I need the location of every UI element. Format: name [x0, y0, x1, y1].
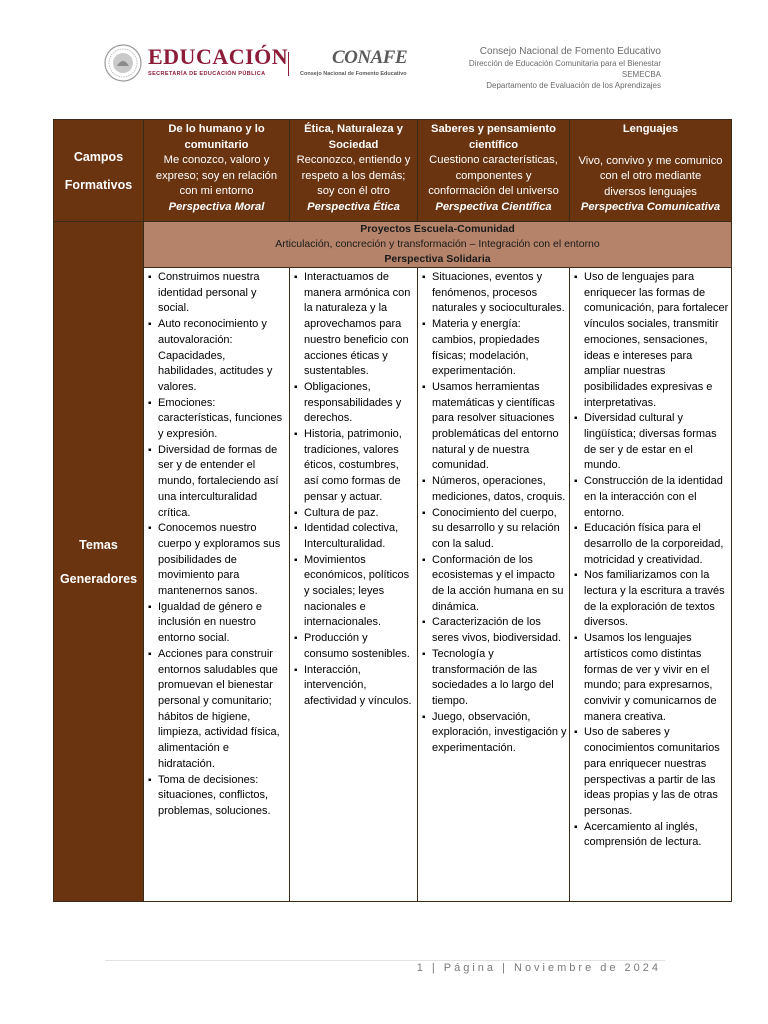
conafe-logo: CONAFE: [332, 47, 408, 68]
column-title: De lo humano y lo: [168, 123, 265, 135]
header-line: Dirección de Educación Comunitaria para el Bienestar: [468, 59, 661, 68]
topic-item: ▪ Conocemos nuestro cuerpo y exploramos sus posibilidades de movimiento para mantenernos sanos.: [148, 521, 287, 600]
header-institution-info: [469, 45, 661, 91]
projects-row: [54, 222, 732, 268]
topic-item: ▪ Historia, patrimonio, tradiciones, valores éticos, costumbres, así como formas de pensar y actuar.: [294, 427, 415, 506]
topic-item: ▪ Interacción, intervención, afectividad y vínculos.: [294, 663, 415, 710]
column-header-humano: [144, 120, 290, 222]
side-label-line: Campos: [73, 149, 124, 164]
column-title: comunitario: [184, 138, 249, 151]
topic-item: ▪ Conformación de los ecosistemas y el impacto de la acción humana en su dinámica.: [422, 553, 567, 616]
column-perspective: Perspectiva Comunicativa: [580, 201, 721, 213]
topic-item: ▪ Emociones: características, funciones y expresión.: [148, 396, 287, 443]
topic-item: ▪ Diversidad cultural y lingüística; diversas formas de ser y de estar en el mundo.: [574, 411, 729, 474]
projects-subtitle: Articulación, concreción y transformación – Integración con el entorno: [275, 238, 600, 250]
column-header-etica: [290, 120, 418, 222]
topic-list: [290, 268, 417, 712]
education-brand: EDUCACIÓN: [148, 44, 289, 69]
column-title: Sociedad: [328, 138, 379, 151]
topic-item: ▪ Uso de lenguajes para enriquecer las formas de comunicación, para fortalecer vínculos sociales, transmitir emociones, sensaciones, ideas e intereses para ampliar nuestras posibilidades expresivas e interpretativas.: [574, 270, 729, 411]
header-divider: [288, 52, 289, 76]
topic-item: ▪ Educación física para el desarrollo de la corporeidad, motricidad y creatividad.: [574, 521, 729, 568]
column-desc: con mi entorno: [179, 185, 254, 197]
topic-item: ▪ Cultura de paz.: [294, 506, 415, 522]
header-line: SEMECBA: [621, 70, 661, 79]
topic-item: ▪ Acciones para construir entornos saludables que promuevan el bienestar personal y comunitario; hábitos de higiene, limpieza, actividad física, alimentación e hidratación.: [148, 647, 287, 773]
education-brand-subtitle: SECRETARÍA DE EDUCACIÓN PÚBLICA: [148, 71, 266, 77]
header-line: Consejo Nacional de Fomento Educativo: [479, 46, 661, 57]
topic-item: ▪ Igualdad de género e inclusión en nuestro entorno social.: [148, 600, 287, 647]
topic-item: ▪ Tecnología y transformación de las sociedades a lo largo del tiempo.: [422, 647, 567, 710]
topic-item: ▪ Diversidad de formas de ser y de entender el mundo, fortaleciendo así una interculturalidad crítica.: [148, 443, 287, 522]
topic-list: [570, 268, 731, 853]
column-title: Ética, Naturaleza y: [304, 123, 403, 135]
column-desc: expreso; soy en relación: [155, 169, 278, 182]
footer-divider: [105, 960, 665, 961]
header-line: Departamento de Evaluación de los Aprendizajes: [486, 81, 661, 90]
column-desc: Me conozco, valoro y: [163, 154, 270, 166]
topic-item: ▪ Construcción de la identidad en la interacción con el entorno.: [574, 474, 729, 521]
column-header-lenguajes: [570, 120, 732, 222]
topic-item: ▪ Nos familiarizamos con la lectura y la escritura a través de la exploración de textos diversos.: [574, 568, 729, 631]
column-header-saberes: [418, 120, 570, 222]
topic-list: [144, 268, 289, 822]
campos-formativos-table: [53, 119, 732, 902]
column-title: Lenguajes: [622, 123, 679, 135]
side-label-line: Temas: [79, 537, 118, 552]
topic-item: ▪ Interactuamos de manera armónica con la naturaleza y la aprovechamos para nuestro beneficio con acciones éticas y sustentables.: [294, 270, 415, 380]
topic-item: ▪ Toma de decisiones: situaciones, conflictos, problemas, soluciones.: [148, 773, 287, 820]
topic-item: ▪ Uso de saberes y conocimientos comunitarios para enriquecer nuestras perspectivas a partir de las ideas propias y las de otras personas.: [574, 725, 729, 819]
topic-item: ▪ Situaciones, eventos y fenómenos, procesos naturales y socioculturales.: [422, 270, 567, 317]
topic-item: ▪ Construimos nuestra identidad personal y social.: [148, 270, 287, 317]
page-footer: 1 | Página | Noviembre de 2024: [416, 962, 661, 974]
topic-item: ▪ Acercamiento al inglés, comprensión de lectura.: [574, 820, 729, 851]
topic-item: ▪ Conocimiento del cuerpo, su desarrollo y su relación con la salud.: [422, 506, 567, 553]
column-desc: diversos lenguajes: [604, 185, 697, 198]
page-header: [0, 0, 768, 110]
column-title: Saberes y pensamiento: [431, 123, 556, 135]
topic-item: ▪ Movimientos económicos, políticos y sociales; leyes nacionales e internacionales.: [294, 553, 415, 632]
topic-item: ▪ Producción y consumo sostenibles.: [294, 631, 415, 662]
temas-generadores-label: [54, 222, 144, 902]
topics-row: [54, 268, 732, 902]
column-desc: respeto a los demás;: [301, 169, 406, 182]
column-perspective: Perspectiva Ética: [307, 200, 400, 213]
column-desc: con el otro mediante: [599, 170, 702, 182]
topic-list: [418, 268, 569, 759]
column-perspective: Perspectiva Moral: [168, 200, 265, 213]
topic-item: ▪ Materia y energía: cambios, propiedades físicas; modelación, experimentación.: [422, 317, 567, 380]
projects-perspective: Perspectiva Solidaria: [384, 253, 491, 265]
column-desc: componentes y: [455, 169, 532, 182]
topic-item: ▪ Auto reconocimiento y autovaloración: Capacidades, habilidades, actitudes y valores.: [148, 317, 287, 396]
topic-item: ▪ Usamos los lenguajes artísticos como distintas formas de ver y vivir en el mundo; para expresarnos, convivir y comunicarnos de manera creativa.: [574, 631, 729, 725]
topic-item: ▪ Números, operaciones, mediciones, datos, croquis.: [422, 474, 567, 505]
projects-title: Proyectos Escuela-Comunidad: [360, 223, 515, 235]
topic-item: ▪ Obligaciones, responsabilidades y derechos.: [294, 380, 415, 427]
campos-formativos-label: [54, 120, 144, 222]
header-row: [54, 120, 732, 222]
column-perspective: Perspectiva Científica: [435, 200, 552, 213]
projects-banner: [144, 222, 732, 268]
column-title: científico: [468, 138, 519, 151]
topic-item: ▪ Usamos herramientas matemáticas y científicas para resolver situaciones problemáticas del entorno natural y de nuestra comunidad.: [422, 380, 567, 474]
topic-item: ▪ Caracterización de los seres vivos, biodiversidad.: [422, 615, 567, 646]
topic-item: ▪ Identidad colectiva, Interculturalidad.: [294, 521, 415, 552]
side-label-line: Formativos: [64, 177, 133, 192]
topics-saberes: [418, 268, 570, 902]
topics-humano: [144, 268, 290, 902]
column-desc: Vivo, convivo y me comunico: [578, 154, 723, 167]
topics-lenguajes: [570, 268, 732, 902]
topics-etica: [290, 268, 418, 902]
side-label-line: Generadores: [59, 571, 138, 586]
topic-item: ▪ Juego, observación, exploración, investigación y experimentación.: [422, 710, 567, 757]
conafe-subtitle: Consejo Nacional de Fomento Educativo: [300, 71, 407, 77]
column-desc: conformación del universo: [428, 185, 559, 197]
sep-seal-icon: [104, 44, 142, 82]
column-desc: Cuestiono características,: [429, 154, 558, 166]
column-desc: Reconozco, entiendo y: [296, 154, 411, 166]
column-desc: soy con él otro: [317, 185, 390, 197]
